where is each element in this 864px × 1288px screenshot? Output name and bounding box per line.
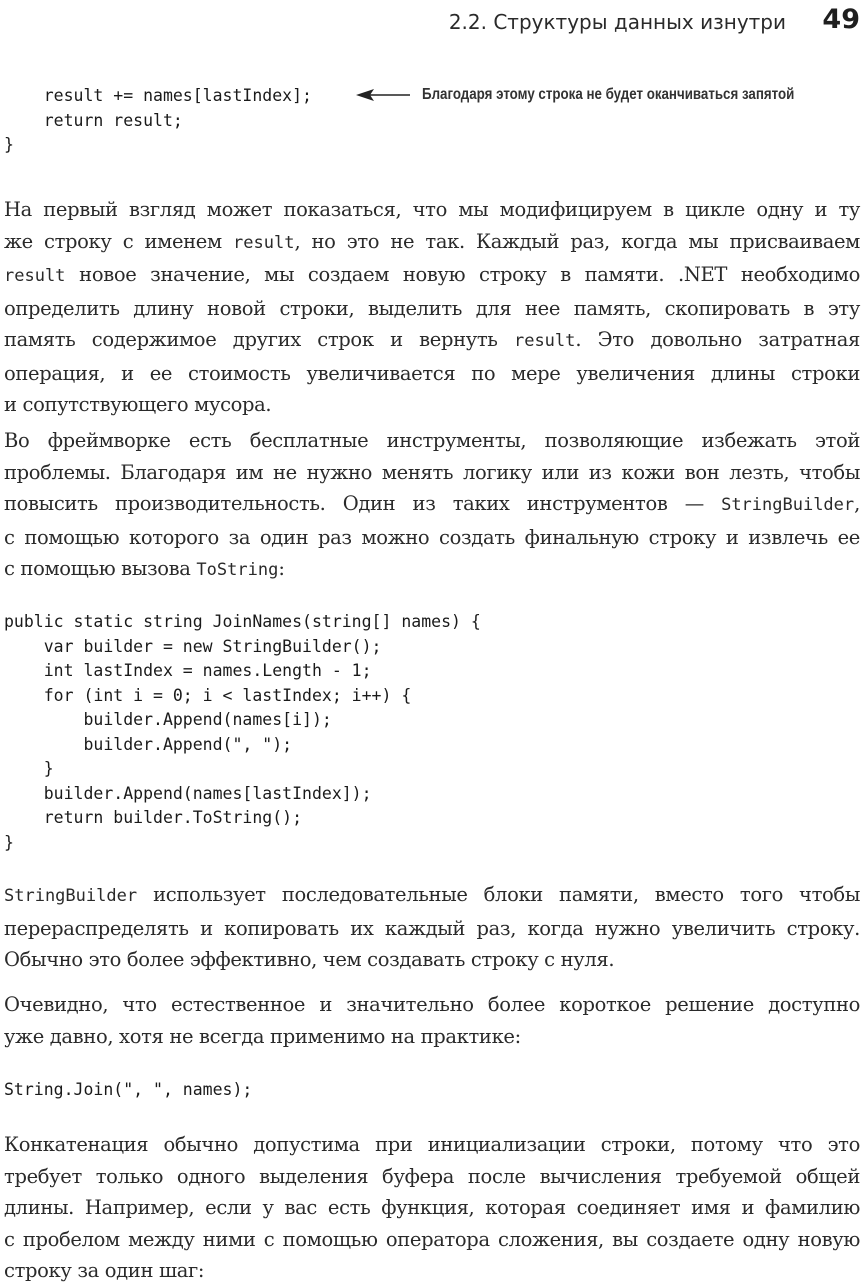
- code-line: String.Join(", ", names);: [4, 1080, 253, 1099]
- text-line: Конкатенация обычно допустима при инициализации строки, потому что это: [4, 1133, 860, 1156]
- text-line: проблемы. Благодаря им не нужно менять логику или из кожи вон лезть, чтобы: [4, 460, 860, 484]
- text-line: На первый взгляд может показаться, что мы модифицируем в цикле одну и ту: [4, 198, 860, 221]
- text-line: длины. Например, если у вас есть функция, которая соединяет имя и фамилию: [4, 1196, 860, 1219]
- inline-code: result: [233, 232, 295, 253]
- text-line: повысить производительность. Один из таких инструментов — StringBuilder,: [4, 492, 860, 515]
- page-header: [0, 4, 864, 40]
- page-number: 49: [822, 4, 860, 35]
- code-line: for (int i = 0; i < lastIndex; i++) {: [4, 685, 412, 705]
- code-line: builder.Append(names[i]);: [4, 710, 332, 729]
- annotation-text: Благодаря этому строка не будет оканчиваться запятой: [422, 86, 795, 103]
- text-line: и сопутствующего мусора.: [4, 393, 272, 416]
- text-line: операция, и ее стоимость увеличивается по мере увеличения длины строки: [4, 361, 860, 385]
- text-line: result новое значение, мы создаем новую строку в памяти. .NET необходимо: [4, 263, 860, 286]
- text-line: Очевидно, что естественное и значительно более короткое решение доступно: [4, 993, 860, 1016]
- text-line: с пробелом между ними с помощью оператора сложения, вы создаете одну новую: [4, 1227, 860, 1251]
- paragraph-5: [4, 1129, 860, 1287]
- code-annotation: [356, 86, 855, 104]
- text-line: требует только одного выделения буфера после вычисления требуемой общей: [4, 1164, 860, 1188]
- paragraph-3: [4, 879, 860, 976]
- inline-code: result: [513, 331, 576, 351]
- code-line: }: [4, 759, 54, 778]
- inline-code: result: [4, 266, 66, 286]
- text-line: строку за один шаг:: [4, 1259, 205, 1282]
- text-line: перераспределять и копировать их каждый раз, когда нужно увеличить строку.: [4, 916, 860, 940]
- paragraph-2: [4, 425, 860, 587]
- paragraph-1: [4, 194, 860, 421]
- text-line: Обычно это более эффективно, чем создавать строку с нуля.: [4, 948, 615, 971]
- text-line: определить длину новой строки, выделить для нее память, скопировать в эту: [4, 296, 860, 320]
- text-line: Во фреймворке есть бесплатные инструменты, позволяющие избежать этой: [4, 429, 860, 452]
- inline-code: ToString: [196, 560, 279, 580]
- section-title: 2.2. Структуры данных изнутри: [448, 10, 786, 34]
- code-line: return result;: [4, 110, 183, 130]
- paragraph-4: [4, 989, 860, 1052]
- code-block-top: [4, 84, 312, 158]
- text-line: с помощью вызова ToString:: [4, 557, 285, 580]
- inline-code: StringBuilder: [721, 495, 855, 515]
- code-line: return builder.ToString();: [4, 808, 303, 827]
- text-line: уже давно, хотя не всегда применимо на практике:: [4, 1024, 521, 1048]
- code-line: }: [4, 135, 14, 154]
- code-line: builder.Append(", ");: [4, 734, 293, 754]
- code-line: }: [4, 832, 14, 852]
- code-block-main: [4, 610, 481, 855]
- code-line: var builder = new StringBuilder();: [4, 636, 382, 656]
- code-block-join: [4, 1078, 252, 1103]
- code-line: result += names[lastIndex];: [4, 86, 312, 105]
- text-line: память содержимое других строк и вернуть result. Это довольно затратная: [4, 328, 861, 351]
- code-line: public static string JoinNames(string[] names) {: [4, 612, 481, 631]
- text-line: с помощью которого за один раз можно создать финальную строку и извлечь ее: [4, 525, 860, 549]
- text-line: же строку с именем result, но это не так. Каждый раз, когда мы присваиваем: [4, 229, 860, 253]
- code-line: builder.Append(names[lastIndex]);: [4, 783, 372, 803]
- inline-code: StringBuilder: [4, 886, 138, 906]
- code-line: int lastIndex = names.Length - 1;: [4, 661, 372, 680]
- text-line: StringBuilder использует последовательные блоки памяти, вместо того чтобы: [4, 883, 860, 906]
- arrow-left-icon: [356, 87, 410, 103]
